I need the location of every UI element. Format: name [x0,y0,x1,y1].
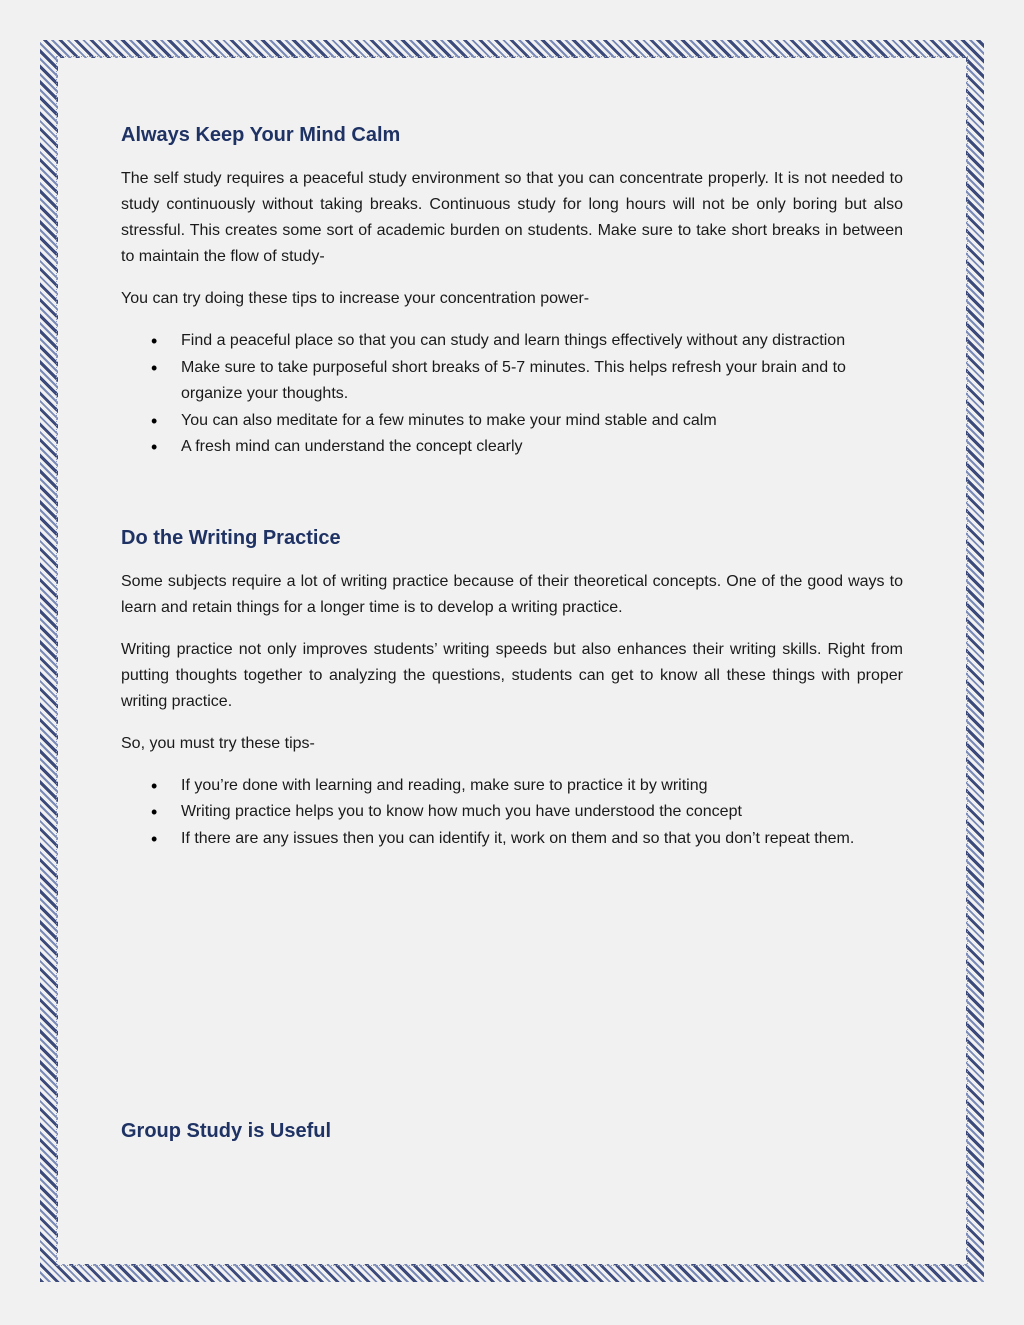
list-item: • Find a peaceful place so that you can study and learn things effectively without any distraction [121,328,903,355]
list-item: • If there are any issues then you can identify it, work on them and so that you don’t repeat them. [121,826,903,853]
section-heading-group-study: Group Study is Useful [121,1120,332,1142]
list-item: • A fresh mind can understand the concept clearly [121,434,903,461]
paragraph: You can try doing these tips to increase your concentration power- [121,290,590,307]
paragraph: So, you must try these tips- [121,734,315,752]
tips-list-mind-calm [121,328,903,461]
tips-list-writing-practice [121,773,903,853]
paragraph: Writing practice not only improves students’ writing speeds but also enhances their writing skills. Right from putting thoughts together to analyzing the questions, students can get to know all these things with proper writing practice. [121,640,903,710]
paragraph: Some subjects require a lot of writing practice because of their theoretical concepts. One of the good ways to learn and retain things for a longer time is to develop a writing practice. [121,572,903,616]
section-heading-mind-calm: Always Keep Your Mind Calm [121,124,401,146]
list-item: • Writing practice helps you to know how much you have understood the concept [121,799,903,826]
page-content [121,118,903,1148]
list-item: • If you’re done with learning and reading, make sure to practice it by writing [121,773,903,800]
section-heading-writing-practice: Do the Writing Practice [121,526,341,549]
list-item: • Make sure to take purposeful short breaks of 5-7 minutes. This helps refresh your brain and to organize your thoughts. [121,355,903,408]
list-item: • You can also meditate for a few minutes to make your mind stable and calm [121,408,903,435]
paragraph: The self study requires a peaceful study environment so that you can concentrate properly. It is not needed to study continuously without taking breaks. Continuous study for long hours will not be only boring but also stressful. This creates some sort of academic burden on students. Make sure to take short breaks in between to maintain the flow of study- [121,170,903,265]
